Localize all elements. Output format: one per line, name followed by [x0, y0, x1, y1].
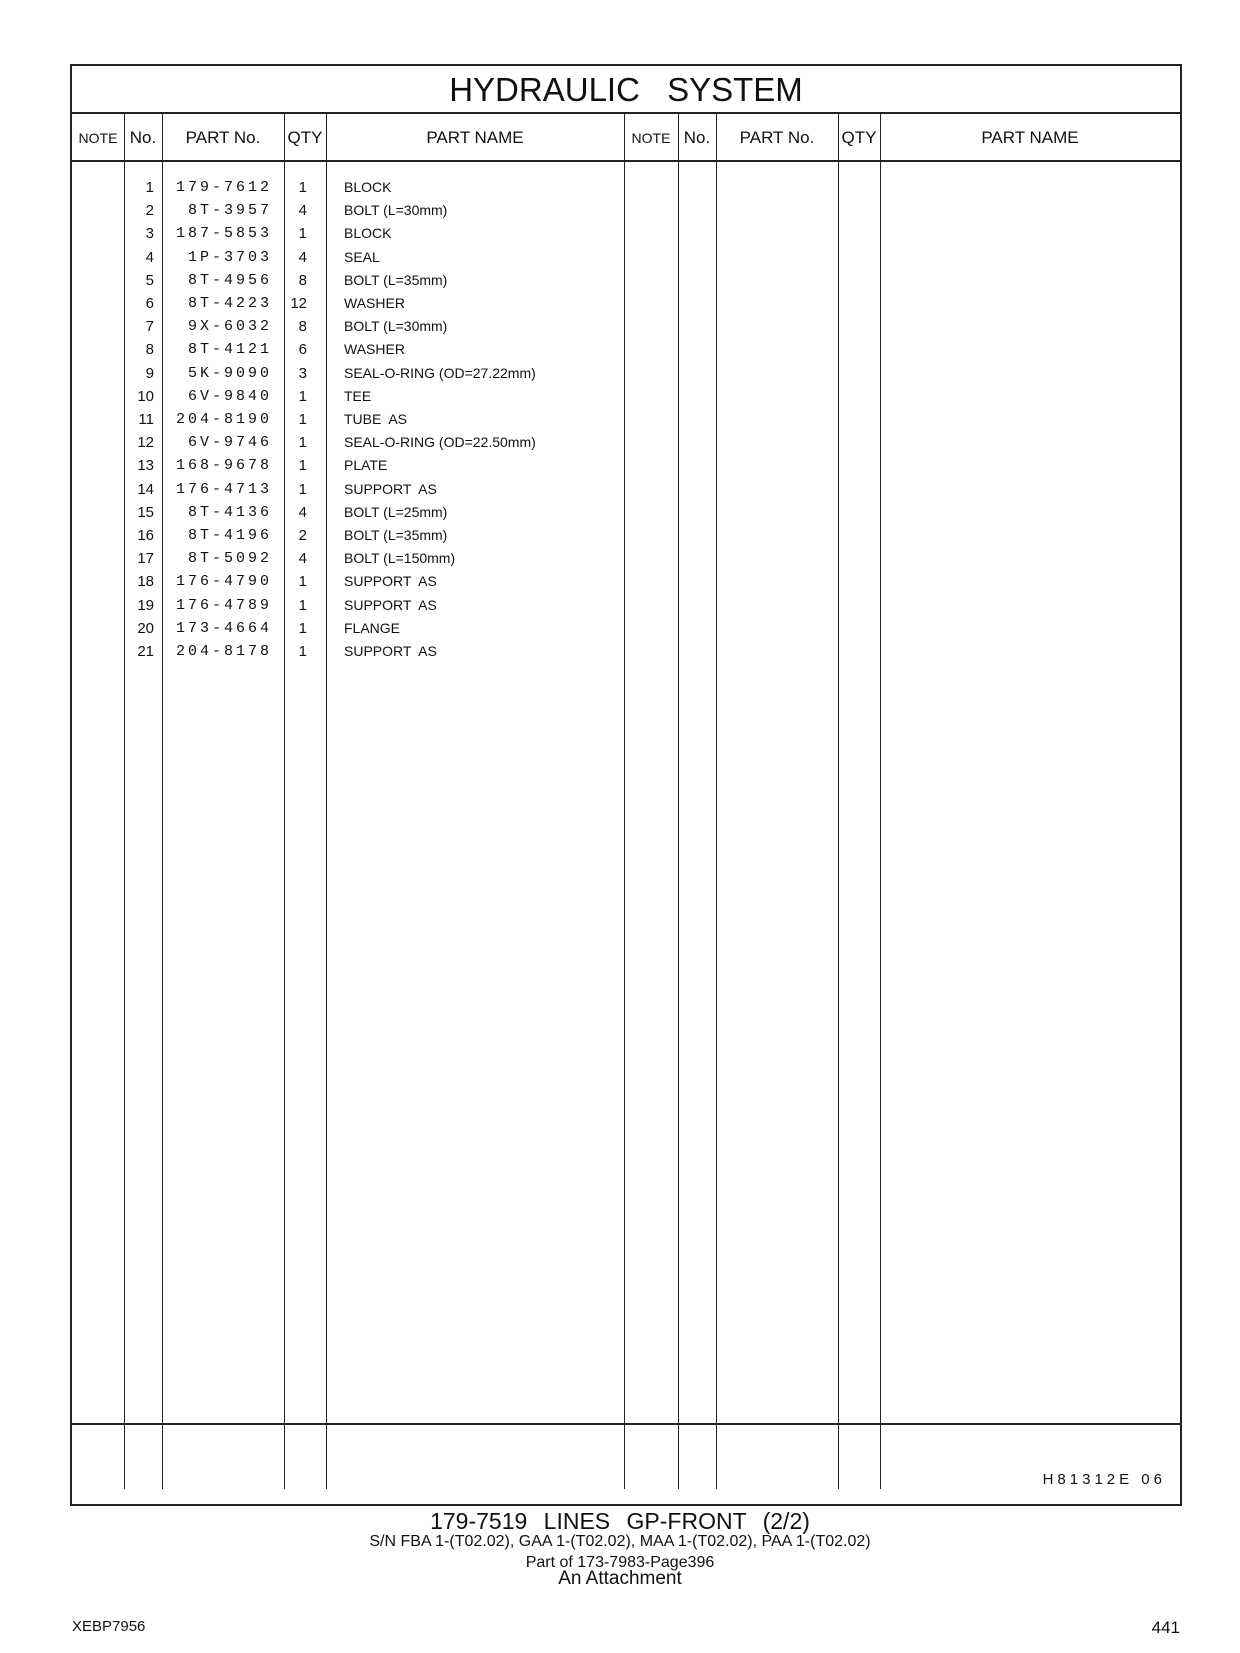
part-name: SUPPORT AS — [344, 643, 437, 659]
quantity: 1 — [298, 387, 307, 405]
part-number: 8T-4956 — [187, 271, 272, 289]
table-header — [72, 114, 1180, 162]
table-row — [72, 431, 592, 454]
quantity: 1 — [298, 619, 307, 637]
table-row — [72, 594, 592, 617]
item-number: 16 — [137, 527, 154, 544]
part-name: PLATE — [344, 457, 388, 474]
part-number: 9X-6032 — [187, 318, 272, 336]
table-row — [72, 292, 592, 315]
item-number: 13 — [137, 457, 154, 475]
part-number: 5K-9090 — [187, 364, 272, 382]
part-number: 173-4664 — [175, 619, 272, 637]
quantity: 6 — [298, 341, 307, 359]
header-part-name-left: PART NAME — [426, 128, 524, 147]
header-note-right: NOTE — [631, 130, 671, 146]
header-qty-left: QTY — [287, 128, 323, 147]
footer-divider — [72, 1423, 1180, 1425]
item-number: 19 — [137, 596, 154, 614]
table-row — [72, 176, 592, 199]
part-name: FLANGE — [344, 619, 401, 636]
item-number: 6 — [145, 295, 154, 312]
table-row — [72, 199, 592, 222]
item-number: 4 — [145, 248, 154, 266]
table-row — [72, 524, 592, 547]
page-title: HYDRAULIC SYSTEM — [72, 66, 1180, 114]
page-number: 441 — [1151, 1618, 1180, 1637]
item-number: 2 — [145, 202, 154, 220]
group-title: 179-7519 LINES GP-FRONT (2/2) — [430, 1508, 810, 1534]
part-name: TEE — [344, 387, 372, 404]
item-number: 12 — [137, 434, 154, 452]
table-row — [72, 478, 592, 501]
table-row — [72, 547, 592, 570]
part-number: 8T-4121 — [187, 341, 272, 359]
table-row — [72, 385, 592, 408]
part-name: BOLT (L=25mm) — [344, 503, 448, 520]
item-number: 17 — [137, 550, 154, 568]
part-name: BOLT (L=35mm) — [344, 527, 448, 543]
header-no-right: No. — [683, 128, 711, 147]
header-qty-right: QTY — [841, 128, 877, 147]
item-number: 5 — [145, 271, 154, 289]
table-row — [72, 338, 592, 361]
quantity: 1 — [298, 225, 307, 243]
parts-table — [70, 64, 1182, 1506]
table-row — [72, 315, 592, 338]
part-number: 187-5853 — [175, 225, 272, 243]
item-number: 21 — [137, 643, 154, 660]
quantity: 1 — [298, 457, 307, 475]
part-number: 6V-9840 — [187, 387, 272, 405]
item-number: 10 — [137, 387, 154, 405]
quantity: 4 — [298, 550, 307, 568]
table-row — [72, 408, 592, 431]
part-name: SUPPORT AS — [344, 596, 437, 613]
column-divider — [880, 114, 881, 1489]
table-row — [72, 501, 592, 524]
item-number: 7 — [145, 318, 154, 336]
parent-reference: Part of 173-7983-Page396 — [525, 1554, 715, 1571]
item-number: 8 — [145, 341, 154, 359]
quantity: 8 — [298, 271, 307, 289]
quantity: 1 — [298, 643, 307, 660]
part-number: 6V-9746 — [187, 434, 272, 452]
part-name: BOLT (L=30mm) — [344, 318, 448, 335]
part-number: 1P-3703 — [187, 248, 272, 266]
header-part-no-left: PART No. — [185, 128, 261, 147]
part-number: 204-8190 — [175, 411, 272, 428]
quantity: 1 — [298, 179, 307, 196]
document-code: XEBP7956 — [72, 1618, 146, 1635]
item-number: 14 — [137, 480, 154, 498]
quantity: 1 — [298, 411, 307, 428]
attachment-label: An Attachment — [558, 1568, 682, 1589]
table-row — [72, 269, 592, 292]
header-no-left: No. — [129, 128, 157, 147]
part-number: 176-4789 — [175, 596, 272, 614]
serial-range: S/N FBA 1-(T02.02), GAA 1-(T02.02), MAA 1-(T02.02), PAA 1-(T02.02) — [369, 1533, 871, 1550]
item-number: 1 — [145, 179, 154, 196]
table-row — [72, 246, 592, 269]
column-divider — [678, 114, 679, 1489]
part-number: 179-7612 — [175, 179, 272, 196]
table-row — [72, 617, 592, 640]
part-number: 204-8178 — [175, 643, 272, 660]
part-number: 8T-3957 — [187, 202, 272, 220]
item-number: 18 — [137, 573, 154, 591]
table-row — [72, 640, 592, 663]
item-number: 9 — [145, 364, 154, 382]
part-name: BLOCK — [344, 179, 392, 195]
quantity: 3 — [298, 364, 307, 382]
part-name: SEAL-O-RING (OD=27.22mm) — [344, 364, 536, 381]
quantity: 1 — [298, 480, 307, 498]
part-number: 8T-5092 — [187, 550, 272, 568]
table-row — [72, 454, 592, 477]
part-number: 8T-4136 — [187, 503, 272, 521]
part-number: 176-4713 — [175, 480, 272, 498]
item-number: 3 — [145, 225, 154, 243]
part-name: BOLT (L=30mm) — [344, 202, 448, 219]
column-divider — [716, 114, 717, 1489]
part-name: SUPPORT AS — [344, 480, 437, 497]
table-row — [72, 222, 592, 245]
part-name: BOLT (L=150mm) — [344, 550, 456, 567]
column-divider — [838, 114, 839, 1489]
item-number: 15 — [137, 503, 154, 521]
part-name: BOLT (L=35mm) — [344, 271, 448, 288]
part-name: WASHER — [344, 295, 405, 311]
part-name: SEAL-O-RING (OD=22.50mm) — [344, 434, 536, 451]
part-number: 168-9678 — [175, 457, 272, 475]
table-row — [72, 362, 592, 385]
sheet-code: H81312E 06 — [1042, 1471, 1166, 1488]
item-number: 20 — [137, 619, 154, 637]
part-name: SUPPORT AS — [344, 573, 437, 590]
quantity: 12 — [290, 295, 307, 312]
table-row — [72, 570, 592, 593]
part-number: 8T-4223 — [187, 295, 272, 312]
quantity: 8 — [298, 318, 307, 336]
quantity: 4 — [298, 202, 307, 220]
header-part-name-right: PART NAME — [981, 128, 1079, 147]
quantity: 2 — [298, 527, 307, 544]
part-number: 176-4790 — [175, 573, 272, 591]
header-part-no-right: PART No. — [739, 128, 815, 147]
part-name: TUBE AS — [344, 411, 408, 427]
quantity: 1 — [298, 573, 307, 591]
column-divider — [624, 114, 625, 1489]
part-name: BLOCK — [344, 225, 392, 242]
quantity: 4 — [298, 248, 307, 266]
quantity: 1 — [298, 434, 307, 452]
part-number: 8T-4196 — [187, 527, 272, 544]
quantity: 1 — [298, 596, 307, 614]
item-number: 11 — [138, 411, 154, 428]
quantity: 4 — [298, 503, 307, 521]
header-note-left: NOTE — [78, 130, 118, 146]
part-name: WASHER — [344, 341, 405, 358]
part-name: SEAL — [344, 248, 380, 265]
